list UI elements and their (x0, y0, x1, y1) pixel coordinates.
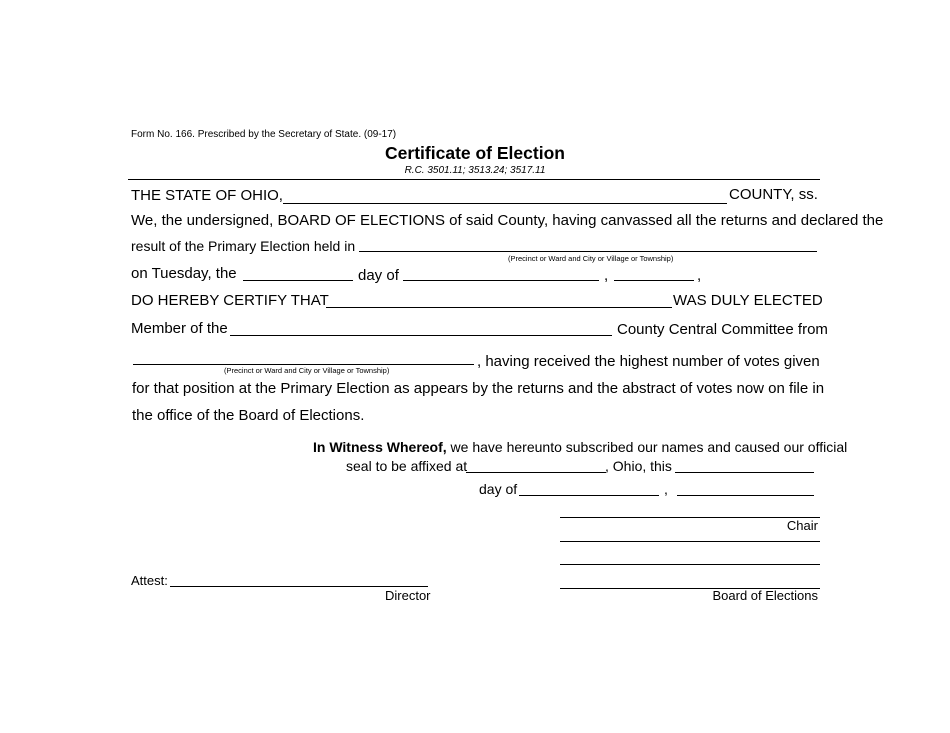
witness-day-of-label: day of (479, 481, 518, 497)
votes-given-text: , having received the highest number of votes given (477, 353, 820, 370)
comma-2: , (697, 267, 702, 284)
signature-line-2[interactable] (560, 541, 820, 542)
precinct-caption-2: (Precinct or Ward and City or Village or Township) (224, 366, 390, 375)
precinct-field-2[interactable] (133, 364, 474, 365)
director-signature-line[interactable] (170, 586, 428, 587)
seal-label: seal to be affixed at (346, 458, 468, 474)
paragraph-2-line-2: for that position at the Primary Election as appears by the returns and the abstract of votes now on file in (132, 380, 825, 397)
form-number: Form No. 166. Prescribed by the Secretary of State. (09-17) (131, 129, 397, 140)
board-label: Board of Elections (712, 588, 818, 603)
director-label: Director (385, 588, 431, 603)
county-label: COUNTY, ss. (729, 186, 818, 203)
witness-rest: we have hereunto subscribed our names and caused our official (446, 439, 848, 455)
witness-comma: , (664, 481, 668, 497)
signature-line-3[interactable] (560, 564, 820, 565)
month-field[interactable] (403, 280, 599, 281)
seal-day-field[interactable] (675, 472, 814, 473)
member-of-label: Member of the (131, 320, 228, 337)
seal-location-field[interactable] (466, 472, 606, 473)
chair-label: Chair (786, 518, 818, 533)
witness-statement (313, 439, 847, 455)
ohio-this-label: , Ohio, this (605, 458, 672, 474)
page-title: Certificate of Election (385, 143, 565, 163)
on-tuesday-label: on Tuesday, the (131, 265, 237, 282)
state-label: THE STATE OF OHIO, (131, 187, 283, 204)
comma-1: , (604, 267, 609, 284)
statute-reference: R.C. 3501.11; 3513.24; 3517.11 (404, 165, 546, 176)
certify-label: DO HEREBY CERTIFY THAT (131, 292, 329, 309)
attest-label: Attest: (131, 573, 168, 588)
witness-month-field[interactable] (519, 495, 659, 496)
day-number-field[interactable] (243, 280, 353, 281)
paragraph-1-line-1: We, the undersigned, BOARD OF ELECTIONS of said County, having canvassed all the returns and declared the (131, 212, 884, 229)
chair-signature-line[interactable] (560, 517, 820, 518)
candidate-name-field[interactable] (326, 307, 672, 308)
precinct-field[interactable] (359, 251, 817, 252)
county-field[interactable] (283, 203, 727, 204)
paragraph-1-line-2: result of the Primary Election held in (131, 238, 356, 254)
year-field[interactable] (614, 280, 694, 281)
party-field[interactable] (230, 335, 612, 336)
precinct-caption: (Precinct or Ward and City or Village or Township) (508, 254, 674, 263)
header-rule (128, 179, 820, 180)
witness-lead: In Witness Whereof, (313, 439, 447, 455)
duly-elected-label: WAS DULY ELECTED (673, 292, 823, 309)
committee-from-label: County Central Committee from (617, 321, 828, 338)
paragraph-2-line-3: the office of the Board of Elections. (132, 407, 365, 424)
day-of-label: day of (358, 267, 399, 284)
witness-year-field[interactable] (677, 495, 814, 496)
